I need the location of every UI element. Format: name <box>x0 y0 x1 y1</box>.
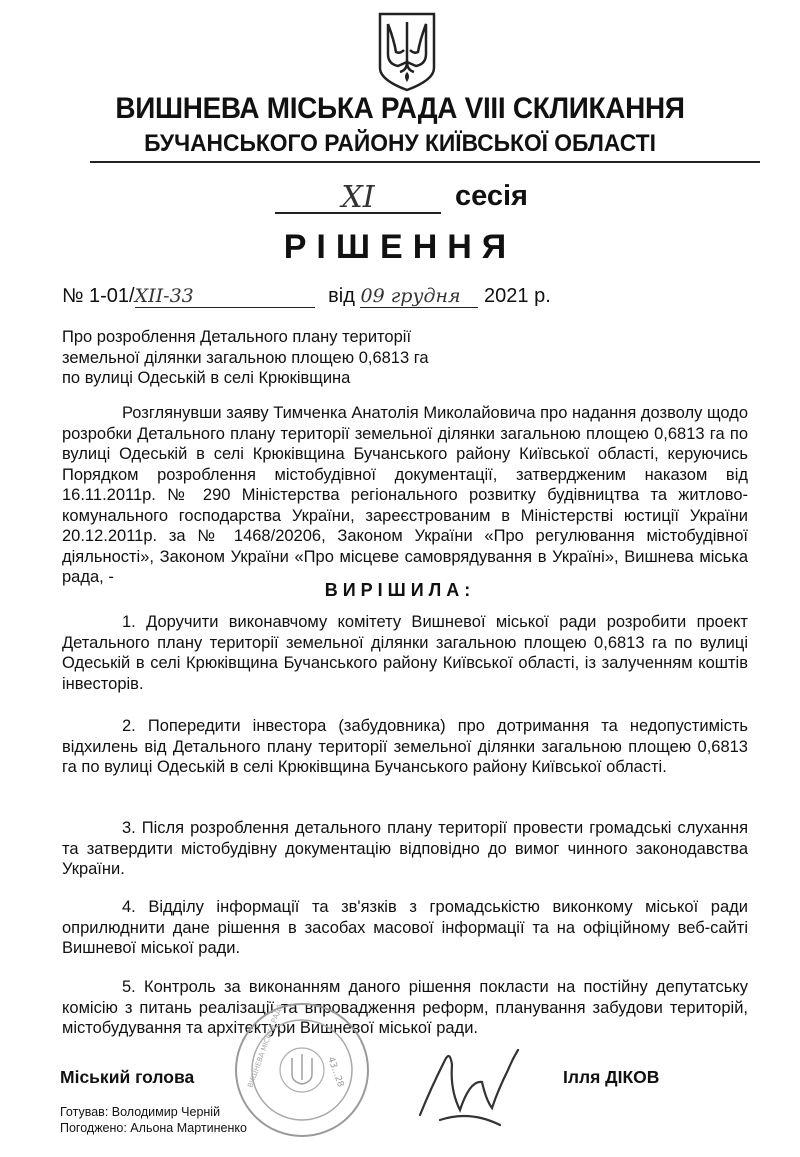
stamp-text: ВИШНЕВА МІСЬКА РАДА <box>246 1003 285 1089</box>
item-2 <box>62 716 748 778</box>
preamble <box>62 403 748 588</box>
signature-name: Ілля ДІКОВ <box>563 1067 660 1087</box>
decision-number-line <box>62 285 551 308</box>
session-label: сесія <box>455 180 528 212</box>
date-handwritten: 09 грудня <box>360 285 478 308</box>
date-prefix: від <box>328 285 355 307</box>
council-title: ВИШНЕВА МІСЬКА РАДА VIII СКЛИКАННЯ <box>115 92 685 125</box>
item-4-text: 4. Відділу інформації та зв'язків з громадськістю виконкому міської ради оприлюднити дане рішення в засобах масової інформації та на офіційному веб-сайті Вишневої міської ради. <box>62 898 748 957</box>
prepared-by: Готував: Володимир Черній <box>60 1105 221 1119</box>
item-3 <box>62 818 748 880</box>
decision-number-handwritten: XIІ-33 <box>135 285 315 308</box>
official-stamp <box>232 1000 372 1140</box>
date-year: 2021 р. <box>484 285 551 307</box>
signature-role: Міський голова <box>60 1067 195 1087</box>
header-divider <box>90 161 760 163</box>
coat-of-arms-trident <box>376 10 438 92</box>
item-1-text: 1. Доручити виконавчому комітету Вишневої міської ради розробити проект Детального плану території земельної ділянки загальною площею 0,6813 га по вулиці Одеській в селі Крюківщина Бучанського району Київської області, із залученням коштів інвесторів. <box>62 613 748 693</box>
district-title: БУЧАНСЬКОГО РАЙОНУ КИЇВСЬКОЇ ОБЛАСТІ <box>144 130 656 157</box>
decision-subject <box>62 327 429 389</box>
subject-line-2: земельної ділянки загальною площею 0,6813 га <box>62 348 429 367</box>
subject-line-1: Про розроблення Детального плану території <box>62 328 412 346</box>
item-2-text: 2. Попередити інвестора (забудовника) про дотримання та недопустимість відхилень від Детального плану території земельної ділянки загальною площею 0,6813 га по вулиці Одеській в селі Крюківщина Бучанського району Київської області. <box>62 717 748 776</box>
document-type-title: РІШЕННЯ <box>283 228 517 266</box>
item-4 <box>62 897 748 959</box>
decision-number-prefix: № 1-01/ <box>62 285 135 307</box>
item-5-text: 5. Контроль за виконанням даного рішення покласти на постійну депутатську комісію з питань реалізації та впровадження реформ, планування забудови територій, містобудування та архітектури Вишневої міської ради. <box>62 978 748 1037</box>
preamble-text: Розглянувши заяву Тимченка Анатолія Миколайовича про надання дозволу щодо розробки Детального плану території земельної ділянки загальною площею 0,6813 га по вулиці Одеській в селі Крюківщина Бучанського району Київської області, керуючись Порядком розроблення містобудівної документації, затвердженим наказом від 16.11.2011р. № 290 Міністерства регіонального розвитку будівництва та житлово-комунального господарства України, зареєстрованим в Міністерстві юстиції України 20.12.2011р. за № 1468/20206, Законом України «Про регулювання містобудівної діяльності», Законом України «Про місцеве самоврядування в Україні», Вишнева міська рада, - <box>62 404 748 586</box>
session-underline <box>275 212 441 214</box>
subject-line-3: по вулиці Одеській в селі Крюківщина <box>62 369 351 387</box>
item-3-text: 3. Після розроблення детального плану території провести громадські слухання та затвердити містобудівну документацію відповідно до вимог чинного законодавства України. <box>62 819 748 878</box>
resolved-heading: ВИРІШИЛА: <box>324 580 476 600</box>
agreed-by: Погоджено: Альона Мартиненко <box>60 1121 247 1135</box>
item-1 <box>62 612 748 694</box>
stamp-code: 43...28 <box>325 1055 346 1089</box>
session-number: XI <box>341 180 375 215</box>
handwritten-signature <box>400 1020 550 1140</box>
